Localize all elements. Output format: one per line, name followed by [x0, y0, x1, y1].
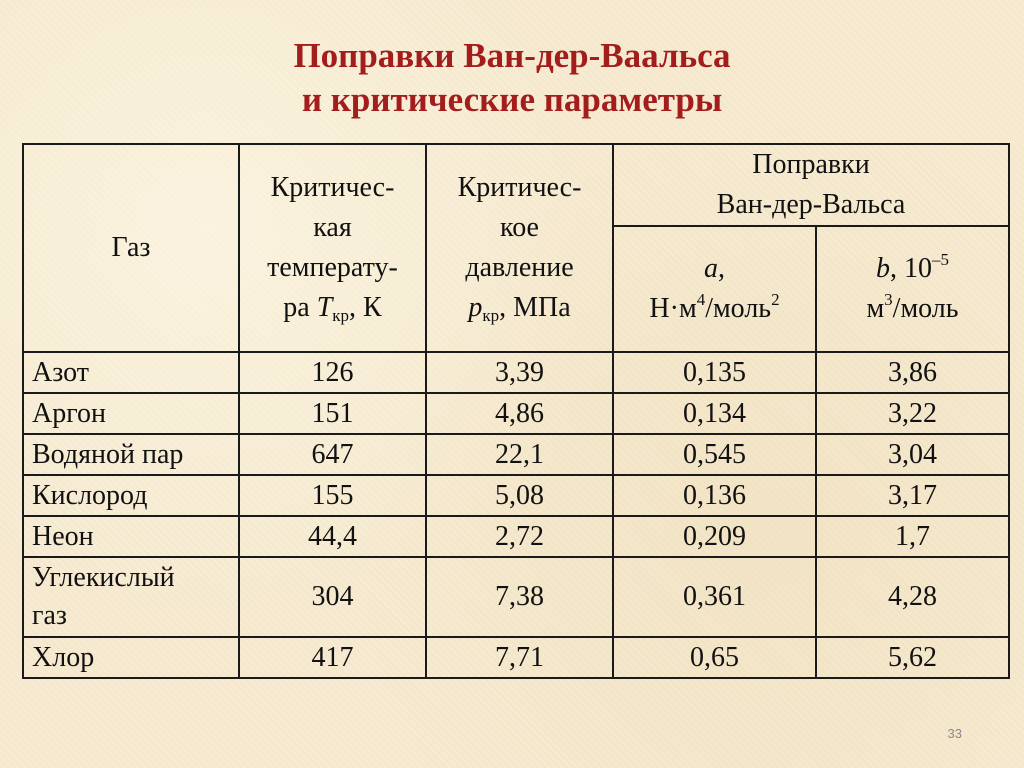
- b-value-cell: 3,22: [816, 393, 1009, 434]
- critical-pressure-cell: 5,08: [426, 475, 613, 516]
- gas-name: Хлор: [23, 637, 239, 678]
- page-number: 33: [947, 726, 962, 741]
- a-value-cell: 0,136: [613, 475, 816, 516]
- table-row: [23, 352, 1009, 393]
- critical-temperature-cell: 417: [239, 637, 426, 678]
- critical-temperature-cell: 647: [239, 434, 426, 475]
- gas-name: Аргон: [23, 393, 239, 434]
- gas-name: Водяной пар: [23, 434, 239, 475]
- table-row: [23, 637, 1009, 678]
- b-value-cell: 3,86: [816, 352, 1009, 393]
- table-row: [23, 516, 1009, 557]
- table-row: [23, 434, 1009, 475]
- gas-name: Кислород: [23, 475, 239, 516]
- a-value-cell: 0,65: [613, 637, 816, 678]
- critical-temperature-cell: 155: [239, 475, 426, 516]
- a-value-cell: 0,134: [613, 393, 816, 434]
- a-value-cell: 0,361: [613, 557, 816, 637]
- b-value-cell: 5,62: [816, 637, 1009, 678]
- title-line-2: и критические параметры: [301, 80, 723, 119]
- critical-temperature-cell: 304: [239, 557, 426, 637]
- gas-name: Неон: [23, 516, 239, 557]
- table-row: [23, 475, 1009, 516]
- critical-pressure-cell: 7,71: [426, 637, 613, 678]
- critical-pressure-cell: 4,86: [426, 393, 613, 434]
- critical-pressure-cell: 3,39: [426, 352, 613, 393]
- title-line-1: Поправки Ван-дер-Ваальса: [293, 36, 731, 75]
- header-critical-temperature: Критичес- кая температу- ра $T_{кр}$, К: [239, 144, 426, 352]
- critical-pressure-cell: 2,72: [426, 516, 613, 557]
- table-row: [23, 393, 1009, 434]
- header-b: b, $10^{-5}$ $м^3$/моль: [816, 226, 1009, 352]
- gas-name: Азот: [23, 352, 239, 393]
- critical-temperature-cell: 126: [239, 352, 426, 393]
- header-vdw-corrections: Поправки Ван-дер-Вальса: [613, 144, 1009, 226]
- b-value-cell: 3,17: [816, 475, 1009, 516]
- slide-title: [0, 34, 1024, 122]
- header-gas: Газ: [23, 144, 239, 352]
- header-critical-pressure: Критичес- кое давление $p_{кр}$, МПа: [426, 144, 613, 352]
- table-row: [23, 557, 1009, 637]
- a-value-cell: 0,209: [613, 516, 816, 557]
- critical-temperature-cell: 151: [239, 393, 426, 434]
- a-value-cell: 0,545: [613, 434, 816, 475]
- b-value-cell: 1,7: [816, 516, 1009, 557]
- b-value-cell: 3,04: [816, 434, 1009, 475]
- critical-pressure-cell: 22,1: [426, 434, 613, 475]
- van-der-waals-table: [22, 143, 1010, 679]
- critical-pressure-cell: 7,38: [426, 557, 613, 637]
- b-value-cell: 4,28: [816, 557, 1009, 637]
- a-value-cell: 0,135: [613, 352, 816, 393]
- critical-temperature-cell: 44,4: [239, 516, 426, 557]
- gas-name: Углекислый газ: [23, 557, 239, 637]
- header-a: a, $Н\cdot м^4/моль^2$: [613, 226, 816, 352]
